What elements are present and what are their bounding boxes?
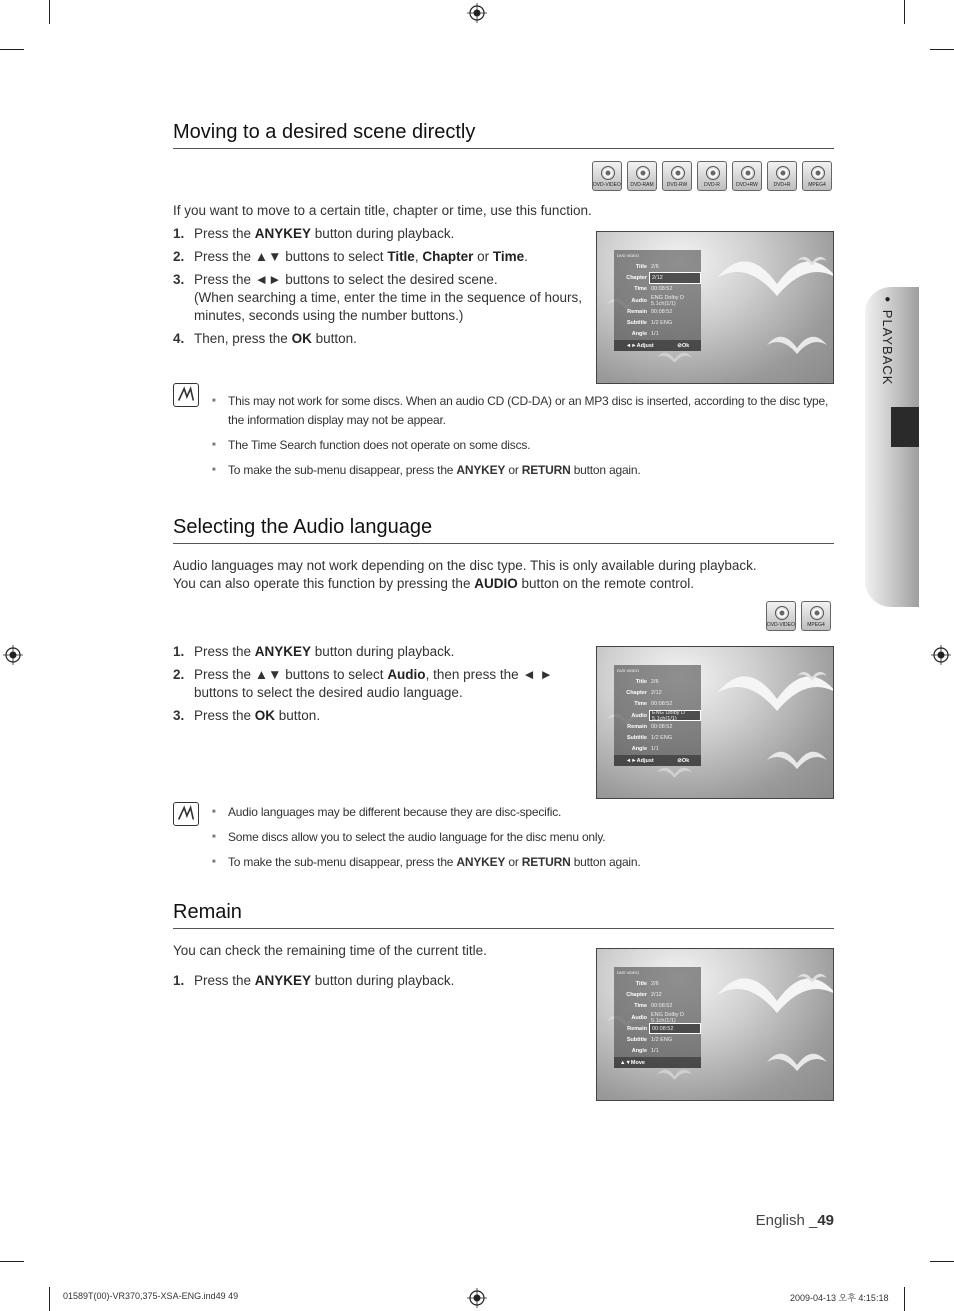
crop-mark: [930, 49, 954, 50]
seagull-image: [797, 969, 827, 992]
info-menu-row: [614, 989, 701, 1000]
info-menu-row: [614, 1012, 701, 1023]
crop-mark: [904, 0, 905, 24]
info-menu-label: Audio: [631, 1014, 647, 1021]
notes-list: [212, 803, 834, 878]
info-menu-label: Angle: [631, 746, 647, 753]
note-item: ■ To make the sub-menu disappear, press the ANYKEY or RETURN button again.: [212, 461, 834, 480]
info-menu-label: Chapter: [626, 274, 647, 281]
section-intro: You can check the remaining time of the current title.: [173, 943, 487, 958]
disc-type-icon: [767, 161, 797, 191]
info-menu-row: [614, 306, 701, 317]
disc-icon: [636, 166, 650, 180]
disc-compatibility-icons: [766, 601, 831, 631]
disc-type-label: MPEG4: [807, 622, 825, 628]
section-intro: Audio languages may not work depending on the disc type. This is only available during playback. You can also operate this function by pressing the AUDIO button on the remote control.: [173, 558, 757, 591]
disc-type-label: DVD+RW: [736, 182, 758, 188]
chapter-tab-marker: [891, 407, 919, 447]
info-menu-value: 2/12: [649, 272, 701, 283]
step-item: 1. Press the ANYKEY button during playback.: [173, 644, 455, 659]
disc-compatibility-icons: [592, 161, 832, 191]
section-intro: If you want to move to a certain title, chapter or time, use this function.: [173, 203, 592, 218]
info-menu-label: Time: [634, 286, 647, 293]
info-menu-value: ENG Dolby D 5.1ch(1/1): [651, 294, 685, 307]
info-menu-label: Angle: [631, 331, 647, 338]
crop-mark: [904, 1287, 905, 1311]
info-menu-row: [614, 687, 701, 698]
step-list: [173, 225, 593, 353]
chapter-tab-label: [880, 294, 895, 385]
info-menu-row: [614, 295, 701, 306]
info-menu-row: [614, 261, 701, 272]
info-menu-label: Title: [635, 263, 647, 270]
info-menu-label: Title: [635, 678, 647, 685]
crop-mark: [0, 49, 24, 50]
step-item: 1. Press the ANYKEY button during playback.: [173, 226, 455, 241]
note-item: ■ The Time Search function does not operate on some discs.: [212, 436, 834, 455]
info-menu-row: [614, 721, 701, 732]
page-number: English _49: [755, 1212, 834, 1229]
info-menu: [614, 967, 701, 1068]
info-menu-label: Remain: [627, 723, 647, 730]
registration-mark-icon: [467, 1288, 487, 1308]
step-item: 2. Press the ▲▼ buttons to select Title, Chapter or Time.: [173, 249, 528, 264]
info-menu: [614, 665, 701, 766]
info-menu-disc-label: DVD VIDEO: [617, 668, 640, 673]
info-menu-label: Angle: [631, 1048, 647, 1055]
info-menu-row: [614, 1001, 701, 1012]
info-menu-row: [614, 1034, 701, 1045]
info-menu-label: Chapter: [626, 991, 647, 998]
seagull-image: [797, 667, 827, 690]
info-menu-row: [614, 329, 701, 340]
info-menu-value: ENG Dolby D 5.1ch(1/1): [649, 710, 701, 721]
screen-image: [596, 948, 834, 1101]
info-menu-label: Subtitle: [626, 1037, 647, 1044]
info-menu-row: [614, 978, 701, 989]
crop-mark: [49, 1287, 50, 1311]
print-slug: 01589T(00)-VR370,375-XSA-ENG.ind49 49: [63, 1291, 239, 1301]
info-menu-row: [614, 272, 701, 283]
info-menu-label: Audio: [631, 712, 647, 719]
info-menu: [614, 250, 701, 351]
info-menu-row: [614, 1046, 701, 1057]
info-menu-row: [614, 710, 701, 721]
info-menu-label: Subtitle: [626, 735, 647, 742]
info-menu-footer: [614, 340, 701, 351]
info-menu-value: 00:08:52: [651, 1003, 673, 1010]
disc-icon: [671, 166, 685, 180]
disc-icon: [775, 606, 789, 620]
note-icon: [173, 383, 199, 407]
info-menu-value: ENG Dolby D 5.1ch(1/1): [651, 1011, 685, 1024]
seagull-image: [767, 742, 827, 783]
disc-type-icon: [766, 601, 796, 631]
info-menu-footer: [614, 1057, 701, 1068]
info-menu-row: [614, 732, 701, 743]
info-menu-footer: [614, 755, 701, 766]
disc-type-icon: [662, 161, 692, 191]
info-menu-label: Time: [634, 701, 647, 708]
step-item: 3. Press the ◄► buttons to select the desired scene. (When searching a time, enter the time in the sequence of hours, minutes, seconds using the number buttons.): [173, 272, 582, 323]
info-menu-row: [614, 744, 701, 755]
step-item: 1. Press the ANYKEY button during playback.: [173, 973, 455, 988]
crop-mark: [0, 1261, 24, 1262]
info-menu-value: 2/6: [651, 263, 659, 270]
info-menu-value: 1/2 ENG: [651, 1037, 673, 1044]
disc-type-icon: [732, 161, 762, 191]
disc-type-label: MPEG4: [808, 182, 826, 188]
disc-type-label: DVD-R: [704, 182, 720, 188]
seagull-image: [797, 252, 827, 275]
info-menu-label: Time: [634, 1003, 647, 1010]
step-item: 3. Press the OK button.: [173, 708, 321, 723]
info-menu-value: 00:08:52: [651, 308, 673, 315]
note-item: ■ This may not work for some discs. When an audio CD (CD-DA) or an MP3 disc is inserted, according to the disc type, the information display may not be appear.: [212, 392, 834, 430]
step-item: 2. Press the ▲▼ buttons to select Audio, then press the ◄ ► buttons to select the desired audio language.: [173, 667, 553, 700]
info-menu-value: 1/1: [651, 1048, 659, 1055]
info-menu-value: 2/6: [651, 980, 659, 987]
info-menu-value: 00:08:52: [651, 286, 673, 293]
disc-icon: [776, 166, 790, 180]
info-menu-value: 00:08:52: [651, 723, 673, 730]
step-item: 4. Then, press the OK button.: [173, 331, 357, 346]
ok-hint: ⊘Ok: [677, 757, 690, 764]
disc-icon: [741, 166, 755, 180]
info-menu-value: 2/12: [651, 991, 662, 998]
disc-icon: [811, 166, 825, 180]
info-menu-value: 2/12: [651, 689, 662, 696]
info-menu-value: 00:08:52: [651, 701, 673, 708]
note-item: ■ Some discs allow you to select the audio language for the disc menu only.: [212, 828, 834, 847]
crop-mark: [49, 0, 50, 24]
disc-type-icon: [592, 161, 622, 191]
registration-mark-icon: [931, 645, 951, 665]
info-menu-row: [614, 317, 701, 328]
chapter-tab-text: PLAYBACK: [880, 309, 895, 386]
crop-mark: [930, 1261, 954, 1262]
disc-type-icon: [802, 161, 832, 191]
info-menu-value: 00:08:52: [649, 1023, 701, 1034]
info-menu-label: Title: [635, 980, 647, 987]
seagull-image: [767, 327, 827, 368]
section-title: Moving to a desired scene directly: [173, 121, 834, 149]
note-item: ■ Audio languages may be different because they are disc-specific.: [212, 803, 834, 822]
info-menu-label: Audio: [631, 297, 647, 304]
info-menu-row: [614, 1023, 701, 1034]
note-icon: [173, 802, 199, 826]
bullet-icon: ●: [882, 294, 893, 310]
notes-list: [212, 392, 834, 486]
info-menu-value: 1/1: [651, 331, 659, 338]
info-menu-row: [614, 284, 701, 295]
screen-image: [596, 646, 834, 799]
info-menu-value: 2/6: [651, 678, 659, 685]
move-hint: ▲▼Move: [620, 1059, 645, 1066]
disc-type-icon: [627, 161, 657, 191]
ok-hint: ⊘Ok: [677, 342, 690, 349]
screen-image: [596, 231, 834, 384]
info-menu-row: [614, 699, 701, 710]
disc-type-label: DVD-VIDEO: [767, 622, 795, 628]
disc-type-icon: [801, 601, 831, 631]
info-menu-disc-label: DVD VIDEO: [617, 970, 640, 975]
info-menu-row: [614, 676, 701, 687]
info-menu-label: Remain: [627, 308, 647, 315]
info-menu-label: Chapter: [626, 689, 647, 696]
info-menu-value: 1/2 ENG: [651, 735, 673, 742]
disc-type-label: DVD-RW: [666, 182, 688, 188]
registration-mark-icon: [467, 3, 487, 23]
disc-icon: [601, 166, 615, 180]
disc-type-label: DVD+R: [773, 182, 791, 188]
adjust-hint: ◄►Adjust: [625, 757, 654, 764]
section-title: Selecting the Audio language: [173, 516, 834, 544]
info-menu-value: 1/1: [651, 746, 659, 753]
disc-type-label: DVD-VIDEO: [593, 182, 621, 188]
disc-icon: [810, 606, 824, 620]
info-menu-label: Subtitle: [626, 320, 647, 327]
info-menu-disc-label: DVD VIDEO: [617, 253, 640, 258]
step-list: [173, 643, 573, 730]
info-menu-value: 1/2 ENG: [651, 320, 673, 327]
disc-icon: [706, 166, 720, 180]
note-item: ■ To make the sub-menu disappear, press the ANYKEY or RETURN button again.: [212, 853, 834, 872]
disc-type-icon: [697, 161, 727, 191]
step-list: [173, 972, 573, 995]
disc-type-label: DVD-RAM: [630, 182, 654, 188]
seagull-image: [767, 1044, 827, 1085]
section-title: Remain: [173, 901, 834, 929]
registration-mark-icon: [3, 645, 23, 665]
print-timestamp: 2009-04-13 오후 4:15:18: [790, 1293, 889, 1303]
info-menu-label: Remain: [627, 1025, 647, 1032]
adjust-hint: ◄►Adjust: [625, 342, 654, 349]
